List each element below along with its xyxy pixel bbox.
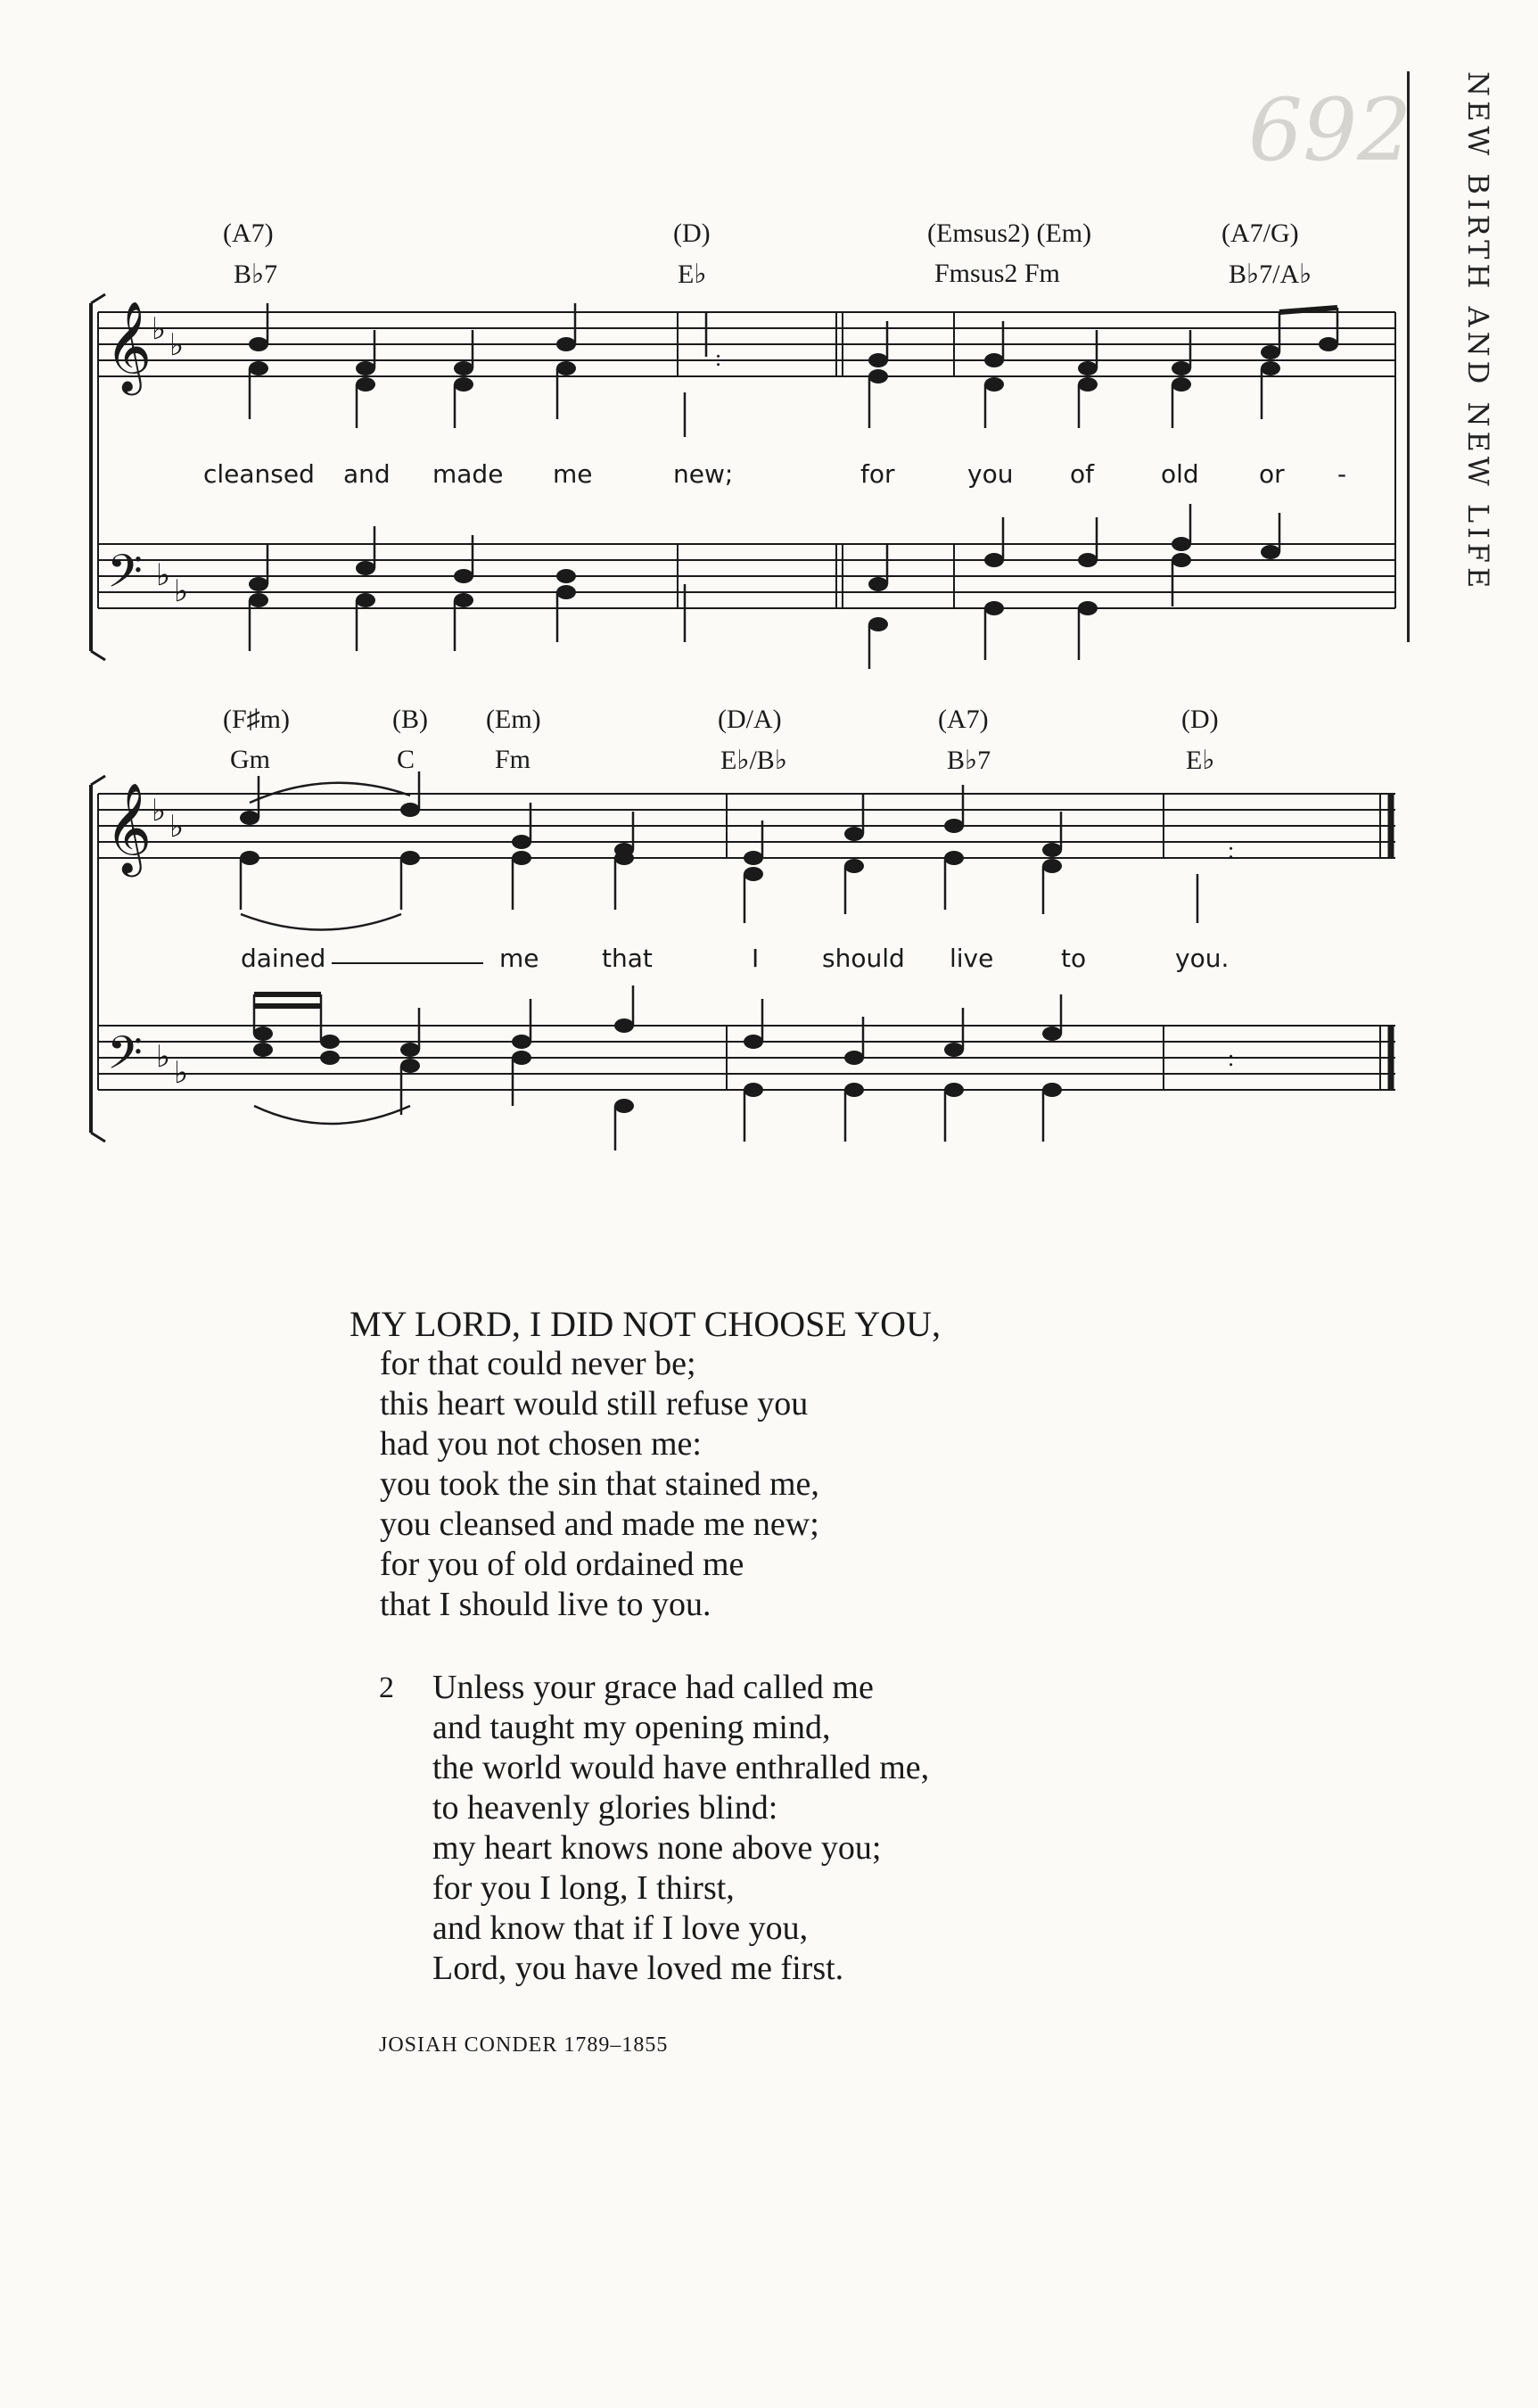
stanza-line: my heart knows none above you; xyxy=(432,1829,882,1867)
author-name: JOSIAH CONDER xyxy=(379,2033,558,2057)
lyric-syllable: should xyxy=(822,944,905,973)
stanza-1 xyxy=(350,1304,941,1625)
chord-top: (F♯m) xyxy=(223,705,290,734)
stanza-line: you took the sin that stained me, xyxy=(380,1465,819,1503)
chord-top: (D) xyxy=(673,219,711,248)
lyric-syllable: you. xyxy=(1175,944,1230,973)
chord-top: (Em) xyxy=(486,705,541,734)
stanza-line: to heavenly glories blind: xyxy=(432,1789,778,1827)
chord-bottom: E♭/B♭ xyxy=(720,746,787,775)
stanza-line: for you I long, I thirst, xyxy=(432,1869,735,1907)
stanza-line: Lord, you have loved me first. xyxy=(432,1950,844,1987)
lyric-syllable: or xyxy=(1259,459,1285,489)
svg-text:𝄢: 𝄢 xyxy=(107,1026,143,1091)
lyric-extender xyxy=(332,961,483,965)
chord-top: (A7) xyxy=(223,219,274,248)
chord-bottom: B♭7 xyxy=(947,746,991,775)
svg-text:♭: ♭ xyxy=(174,1055,189,1091)
stanza-line: and taught my opening mind, xyxy=(432,1709,831,1746)
lyric-syllable: made xyxy=(432,459,504,489)
lyric-syllable: for xyxy=(860,459,895,489)
svg-text:♭: ♭ xyxy=(174,573,189,609)
stanza-line: for that could never be; xyxy=(380,1345,696,1382)
stanza-2 xyxy=(379,1668,929,1989)
stanza-line: and know that if I love you, xyxy=(432,1909,809,1947)
stanza-line: MY LORD, I DID NOT CHOOSE YOU, xyxy=(350,1304,941,1344)
stanza-line: the world would have enthralled me, xyxy=(432,1749,930,1786)
svg-text:𝄞: 𝄞 xyxy=(105,781,152,873)
stanza-line: this heart would still refuse you xyxy=(380,1385,809,1423)
lyric-syllable: and xyxy=(343,459,391,489)
svg-text::: : xyxy=(1228,1045,1235,1071)
svg-text:♭: ♭ xyxy=(156,557,171,593)
svg-text:♭: ♭ xyxy=(156,1039,171,1075)
lyric-syllable: new; xyxy=(673,459,734,489)
stanza-line: for you of old ordained me xyxy=(380,1546,744,1583)
chord-bottom: B♭7/A♭ xyxy=(1229,260,1312,289)
svg-text:𝄞: 𝄞 xyxy=(105,300,152,392)
chord-top: (D) xyxy=(1181,705,1219,734)
svg-text:♭: ♭ xyxy=(169,327,185,363)
section-title: NEW BIRTH AND NEW LIFE xyxy=(1407,71,1495,642)
chord-top: (A7) xyxy=(938,705,989,734)
lyric-syllable: of xyxy=(1070,459,1094,489)
chord-bottom: E♭ xyxy=(1186,746,1215,775)
lyric-hyphen: - xyxy=(1337,459,1347,489)
svg-text:♭: ♭ xyxy=(152,311,167,347)
svg-text:♭: ♭ xyxy=(152,793,167,829)
chord-bottom: B♭7 xyxy=(234,260,278,289)
chord-top: (Emsus2) (Em) xyxy=(927,219,1092,248)
lyric-syllable: I xyxy=(752,944,760,973)
chord-bottom: C xyxy=(397,745,415,774)
chord-bottom: Fm xyxy=(495,745,531,774)
stanza-line: had you not chosen me: xyxy=(380,1425,702,1463)
lyric-syllable: you xyxy=(967,459,1014,489)
lyric-syllable: old xyxy=(1161,459,1199,489)
chord-bottom: Gm xyxy=(230,745,270,774)
lyric-syllable: that xyxy=(602,944,653,973)
svg-text::: : xyxy=(1228,837,1235,863)
stanza-line: that I should live to you. xyxy=(380,1586,711,1623)
lyric-syllable: me xyxy=(553,459,593,489)
lyric-syllable: me xyxy=(499,944,539,973)
lyric-syllable: cleansed xyxy=(203,459,315,489)
lyric-syllable: live xyxy=(950,944,994,973)
chord-top: (B) xyxy=(392,705,428,734)
chord-bottom: Fmsus2 Fm xyxy=(934,259,1060,288)
stanza-line: Unless your grace had called me xyxy=(432,1669,874,1706)
stanza-line: you cleansed and made me new; xyxy=(380,1505,819,1543)
hymn-number: 692 xyxy=(1248,80,1412,180)
svg-text::: : xyxy=(715,345,722,371)
chord-bottom: E♭ xyxy=(678,260,707,289)
stanza-number: 2 xyxy=(379,1671,394,1704)
author-credit xyxy=(379,2033,668,2058)
author-dates: 1789–1855 xyxy=(563,2033,669,2057)
svg-text:♭: ♭ xyxy=(169,809,185,845)
svg-text:𝄢: 𝄢 xyxy=(107,544,143,609)
chord-top: (A7/G) xyxy=(1221,219,1299,248)
lyric-syllable: to xyxy=(1061,944,1087,973)
chord-top: (D/A) xyxy=(718,705,782,734)
lyric-syllable: dained xyxy=(241,944,326,973)
